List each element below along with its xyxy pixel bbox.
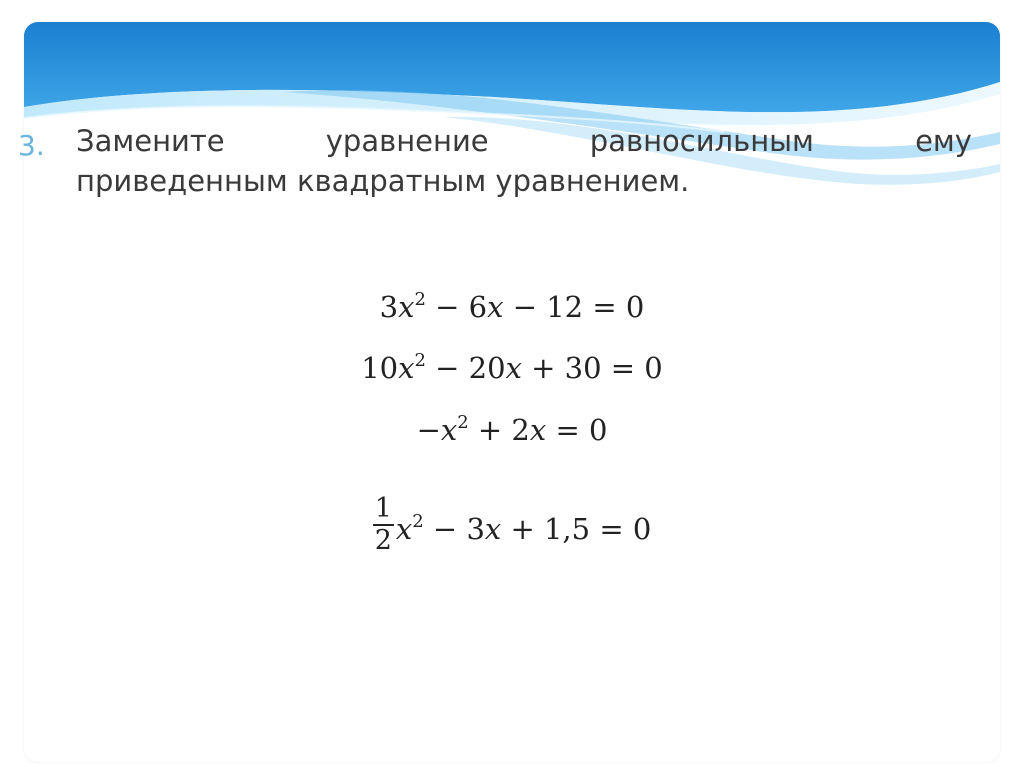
equation-2: $10x^2 - 20x + 30 = 0$ [361, 350, 663, 385]
task-number: 3. [18, 129, 45, 162]
task-text-line-2: приведенным квадратным уравнением. [76, 164, 690, 198]
fraction-denominator: 2 [374, 525, 392, 556]
fraction-numerator: 1 [374, 493, 392, 524]
equation-4: $\frac{1}{2}$ $x^2 - 3x + 1,5 = 0$ [374, 493, 652, 556]
task-word: ему [915, 124, 972, 158]
equation-3: $-x^2 + 2x = 0$ [416, 412, 608, 447]
task-word: Замените [76, 124, 225, 158]
task-word: равносильным [589, 124, 814, 158]
task-text-line-1 [76, 124, 972, 158]
task-word: уравнение [325, 124, 489, 158]
equation-1: $3x^2 - 6x - 12 = 0$ [379, 289, 645, 324]
